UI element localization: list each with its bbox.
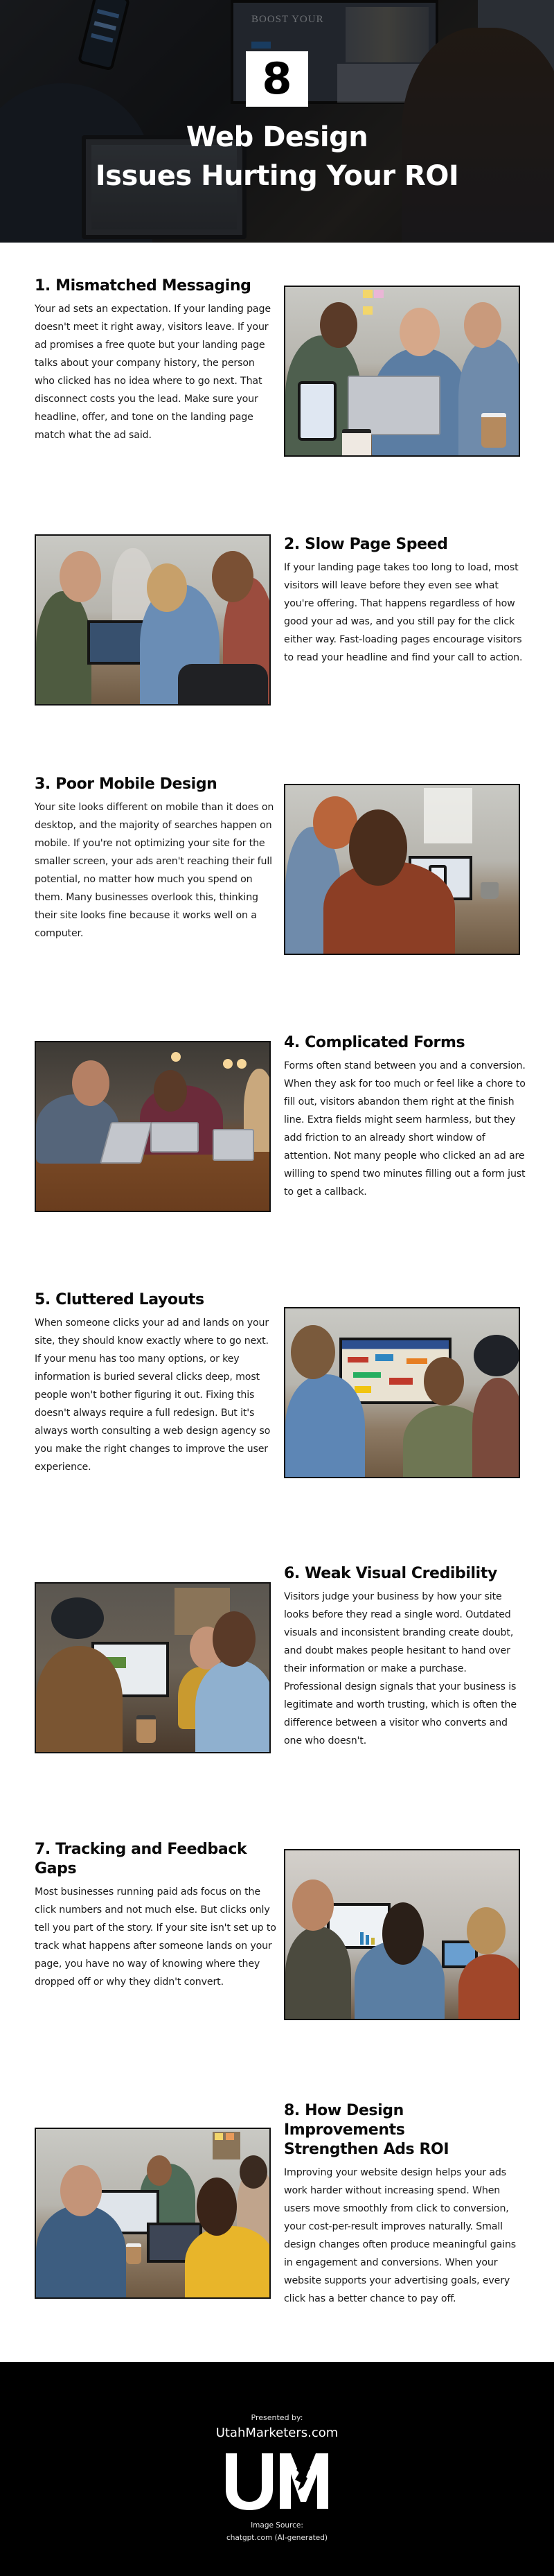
- section-image: [35, 2128, 271, 2299]
- section-body: When someone clicks your ad and lands on your site, they should know exactly where to go next. If your menu has too many options, or key information is buried several clicks deep, most people won't bother figuring it out. Fixing this doesn't always require a full redesign. But it's always worth consulting a web design agency so you make the right changes to improve the user experience.: [35, 1317, 271, 1473]
- section-text: [35, 1840, 277, 1991]
- section-text: [35, 1290, 277, 1476]
- footer-site-link[interactable]: UtahMarketers.com: [215, 2426, 339, 2440]
- section-text: [35, 277, 277, 444]
- section-text: [35, 775, 277, 943]
- hero-title-line-2: Issues Hurting Your ROI: [95, 160, 459, 192]
- section-title: 6. Weak Visual Credibility: [284, 1565, 497, 1582]
- section-body: Your site looks different on mobile than it does on desktop, and the majority of searches happen on mobile. If you're not optimizing your site for the smaller screen, your ads aren't reaching their full potential, no matter how much you spend on them. Many businesses overlook this, thinking their site looks fine because it works well on a computer.: [35, 802, 274, 939]
- section-body: If your landing page takes too long to load, most visitors will leave before they even see what you're offering. That happens regardless of how good your ad was, and you still pay for the click either way. Fast-loading pages encourage visitors to read your headline and find your call to action.: [284, 562, 523, 663]
- image-source-label: Image Source:: [251, 2521, 303, 2530]
- section-title: 5. Cluttered Layouts: [35, 1291, 204, 1308]
- section-title: 7. Tracking and Feedback Gaps: [35, 1841, 247, 1877]
- hero-number-badge: [246, 51, 308, 107]
- section-image: [284, 784, 520, 955]
- section-title: 8. How Design Improvements Strengthen Ads ROI: [284, 2102, 449, 2158]
- section-text: [284, 2101, 526, 2308]
- section-image: [35, 1582, 271, 1753]
- section-body: Your ad sets an expectation. If your landing page doesn't meet it right away, visitors leave. If your ad promises a free quote but your landing page talks about your company history, the person who clicked has no idea where to go next. That disconnect costs you the lead. Make sure your headline, offer, and tone on the landing page match what the ad said.: [35, 304, 271, 441]
- section-image: [35, 534, 271, 706]
- hero-title-line-1: Web Design: [186, 121, 368, 153]
- hero-number: 8: [262, 53, 292, 104]
- section-body: Forms often stand between you and a conversion. When they ask for too much or feel like a chore to fill out, visitors abandon them right at the finish line. Extra fields might seem harmless, but they add friction to an already short window of attention. Not many people who clicked an ad are willing to spend two minutes filling out a form just to get a callback.: [284, 1060, 526, 1198]
- monitor-headline: BOOST YOUR: [251, 14, 324, 25]
- section-body: Most businesses running paid ads focus on the click numbers and not much else. But clicks only tell you part of the story. If your site isn't set up to track what happens after someone lands on your page, you have no way of knowing where they dropped off or why they didn't convert.: [35, 1886, 276, 1988]
- section-text: [284, 535, 526, 667]
- footer: [0, 2362, 554, 2576]
- hero-banner: [0, 0, 554, 243]
- section-image: [284, 1849, 520, 2020]
- section-text: [284, 1033, 526, 1201]
- section-text: [284, 1564, 526, 1750]
- hero-title: [0, 118, 554, 195]
- section-title: 1. Mismatched Messaging: [35, 277, 251, 295]
- presented-by-label: Presented by:: [251, 2413, 303, 2422]
- section-body: Visitors judge your business by how your site looks before they read a single word. Outdated visuals and inconsistent branding create doubt, and doubt makes people hesitant to hand over their information or make a purchase. Professional design signals that your business is legitimate and worth trusting, which is often the difference between a visitor who converts and one who doesn't.: [284, 1591, 517, 1746]
- section-title: 4. Complicated Forms: [284, 1034, 465, 1051]
- section-title: 3. Poor Mobile Design: [35, 776, 217, 793]
- section-image: [284, 1307, 520, 1478]
- section-body: Improving your website design helps your ads work harder without increasing spend. When users move smoothly from click to conversion, your cost-per-result improves naturally. Small design changes often produce meaningful gains in engagement and conversions. When your website supports your advertising goals, every click has a better chance to pay off.: [284, 2167, 517, 2304]
- section-title: 2. Slow Page Speed: [284, 536, 448, 553]
- section-image: [35, 1041, 271, 1212]
- section-image: [284, 286, 520, 457]
- utah-marketers-logo-icon: [224, 2452, 330, 2510]
- image-source-value: chatgpt.com (AI-generated): [226, 2534, 328, 2542]
